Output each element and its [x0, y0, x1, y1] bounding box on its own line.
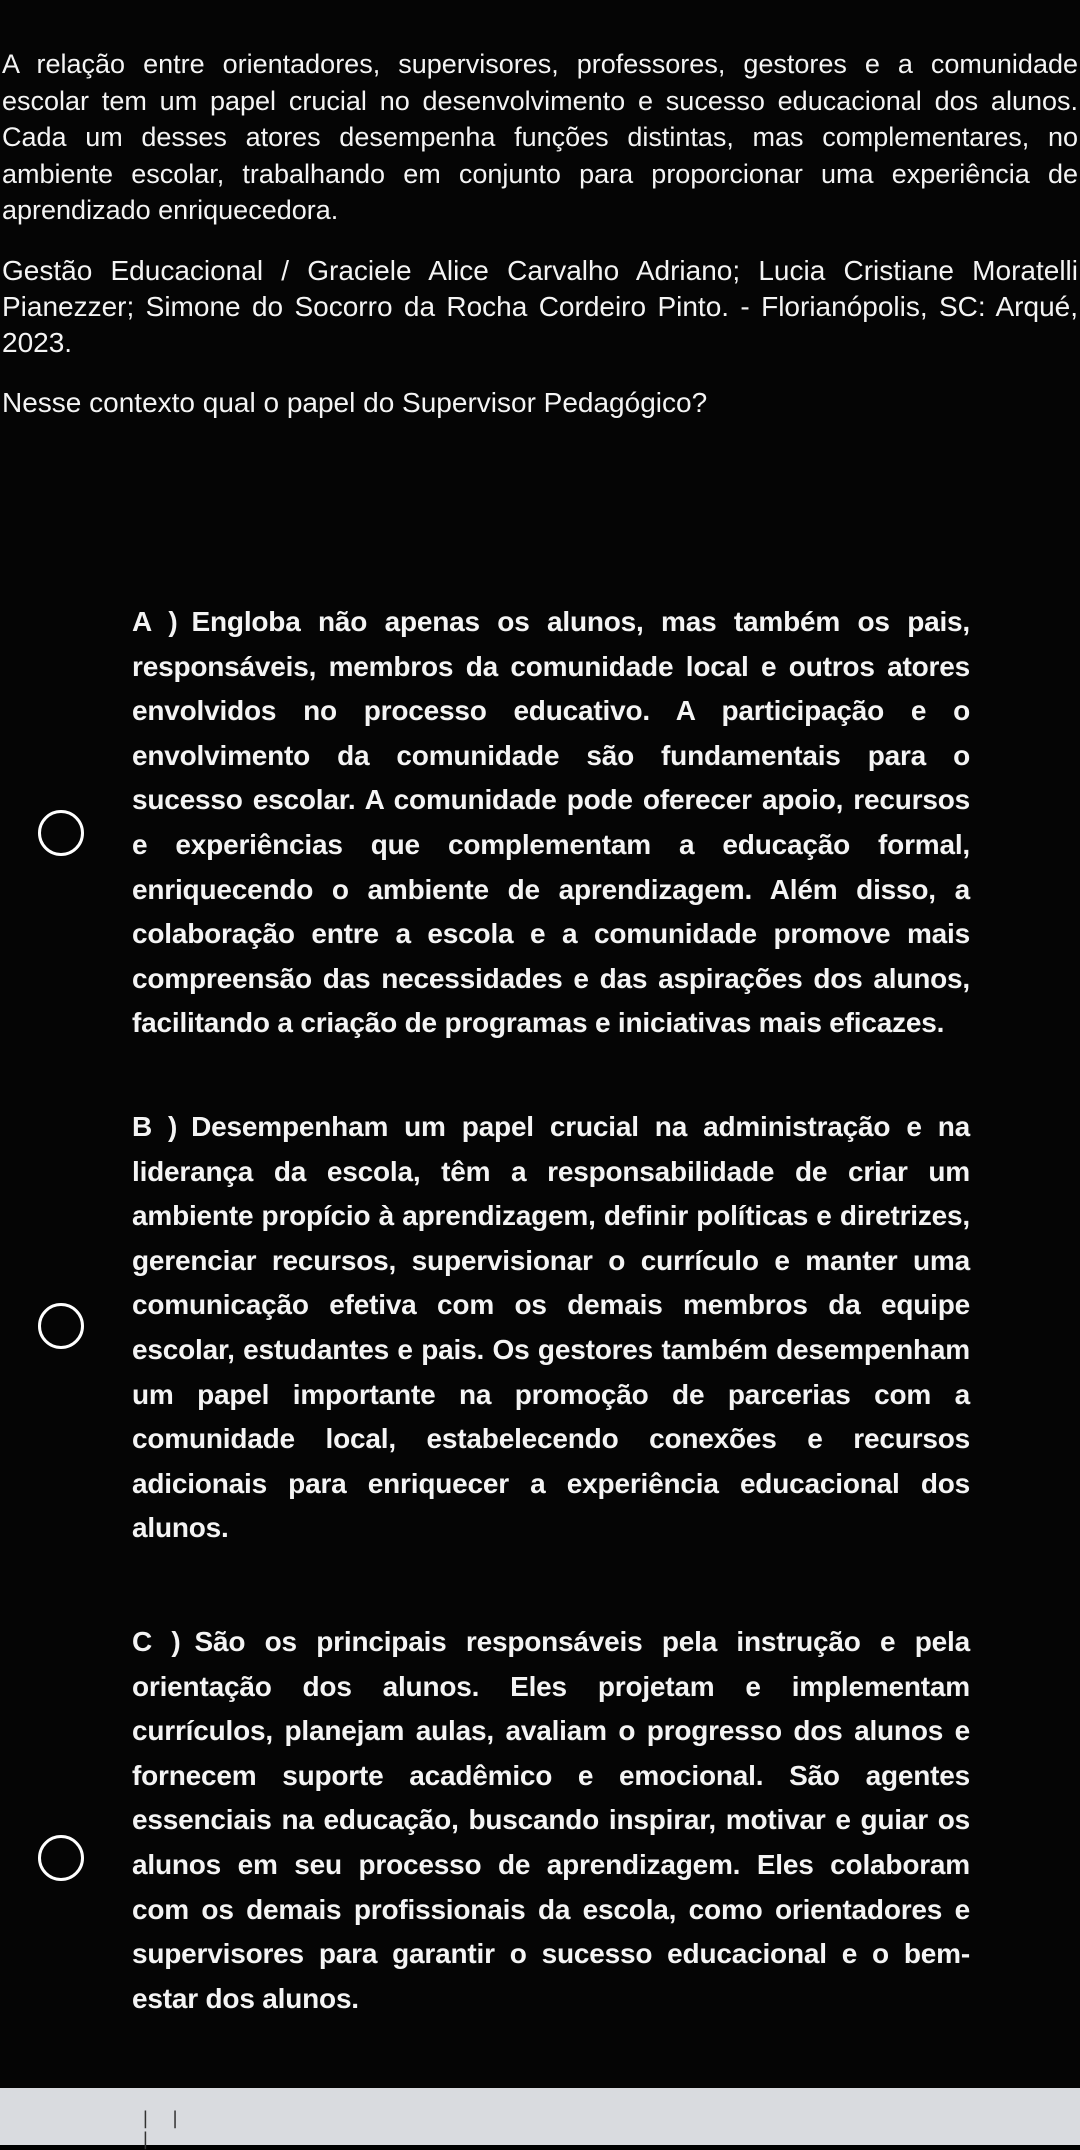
option-c-body: São os principais responsáveis pela instrução e pela orientação dos alunos. Eles projetam e implementam currículos, planejam aulas, avaliam o progresso dos alunos e fornecem suporte acadêmico e emocional. São agentes essenciais na educação, buscando inspirar, motivar e guiar os alunos em seu processo de aprendizagem. Eles colaboram com os demais profissionais da escola, como orientadores e supervisores para garantir o sucesso educacional e o bem-estar dos alunos.: [132, 1626, 970, 2014]
bottom-navigation-bar: [0, 2088, 1080, 2150]
option-c-text: [132, 1620, 970, 2021]
option-c-letter: C ): [132, 1626, 181, 1657]
radio-button-b[interactable]: [38, 1303, 84, 1349]
option-b-body: Desempenham um papel crucial na administração e na liderança da escola, têm a responsabilidade de criar um ambiente propício à aprendizagem, definir políticas e diretrizes, gerenciar recursos, supervisionar o currículo e manter uma comunicação efetiva com os demais membros da equipe escolar, estudantes e pais. Os gestores também desempenham um papel importante na promoção de parcerias com a comunidade local, estabelecendo conexões e recursos adicionais para enriquecer a experiência educacional dos alunos.: [132, 1111, 970, 1544]
option-b-letter: B ): [132, 1111, 178, 1142]
question-text: Nesse contexto qual o papel do Supervisor Pedagógico?: [2, 387, 708, 418]
source-citation: Gestão Educacional / Graciele Alice Carvalho Adriano; Lucia Cristiane Moratelli Pianezzer; Simone do Socorro da Rocha Cordeiro Pinto. - Florianópolis, SC: Arqué, 2023.: [2, 255, 1078, 358]
option-b-text: [132, 1105, 970, 1551]
option-a-text: [132, 600, 970, 1046]
intro-paragraph: A relação entre orientadores, supervisores, professores, gestores e a comunidade escolar tem um papel crucial no desenvolvimento e sucesso educacional dos alunos. Cada um desses atores desempenha funções distintas, mas complementares, no ambiente escolar, trabalhando em conjunto para proporcionar uma experiência de aprendizado enriquecedora.: [2, 49, 1078, 225]
radio-button-a[interactable]: [38, 810, 84, 856]
radio-button-c[interactable]: [38, 1835, 84, 1881]
recent-apps-icon[interactable]: | | |: [140, 2108, 185, 2150]
option-a-body: Engloba não apenas os alunos, mas também os pais, responsáveis, membros da comunidade local e outros atores envolvidos no processo educativo. A participação e o envolvimento da comunidade são fundamentais para o sucesso escolar. A comunidade pode oferecer apoio, recursos e experiências que complementam a educação formal, enriquecendo o ambiente de aprendizagem. Além disso, a colaboração entre a escola e a comunidade promove mais compreensão das necessidades e das aspirações dos alunos, facilitando a criação de programas e iniciativas mais eficazes.: [132, 606, 970, 1039]
option-a-letter: A ): [132, 606, 178, 637]
